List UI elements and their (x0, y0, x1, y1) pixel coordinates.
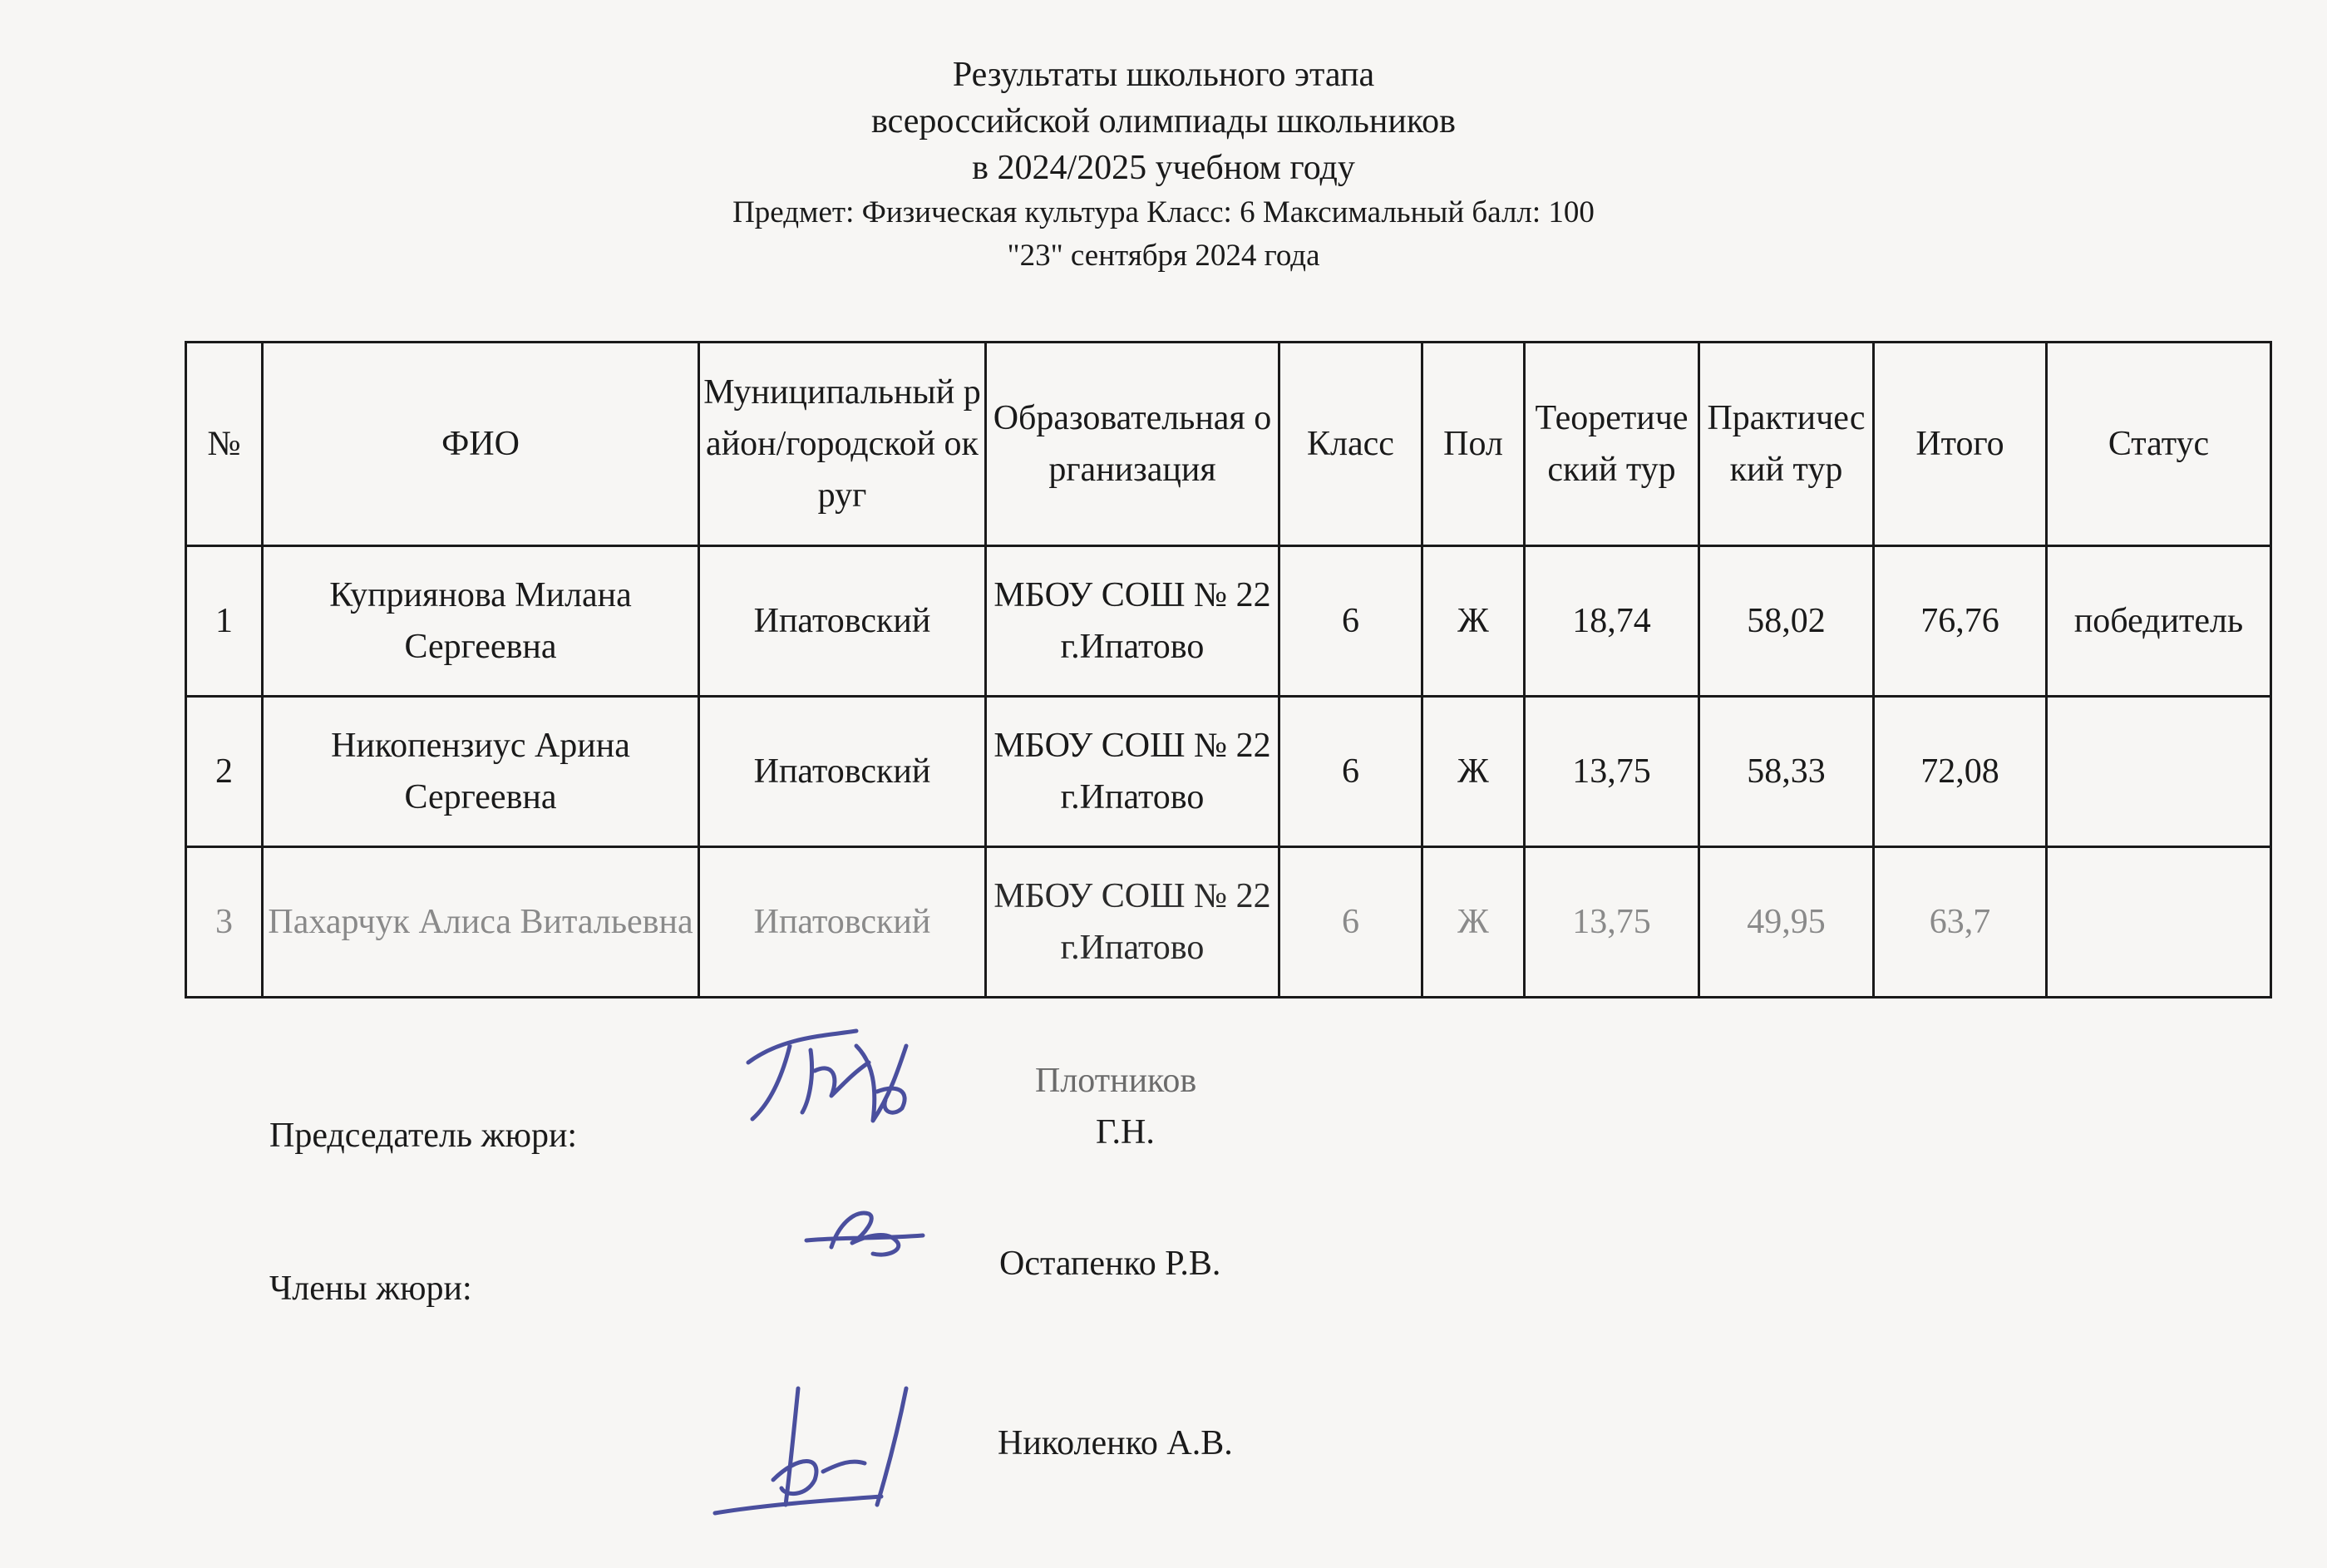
cell-fio: Пахарчук Алиса Витальевна (263, 847, 699, 998)
cell-grade: 6 (1279, 697, 1422, 847)
signature-member2-icon (698, 1372, 948, 1521)
member2-name: Николенко А.В. (998, 1424, 1233, 1462)
col-header-grade: Класс (1279, 343, 1422, 546)
members-label: Члены жюри: (269, 1270, 472, 1308)
cell-total: 72,08 (1874, 697, 2047, 847)
cell-fio: Куприянова Милана Сергеевна (263, 546, 699, 697)
cell-sex: Ж (1422, 546, 1525, 697)
chair-label: Председатель жюри: (269, 1117, 578, 1155)
cell-fio: Никопензиус Арина Сергеевна (263, 697, 699, 847)
cell-org: МБОУ СОШ № 22 г.Ипатово (986, 546, 1279, 697)
col-header-theory: Теоретический тур (1525, 343, 1699, 546)
table-row (186, 847, 2271, 998)
cell-district: Ипатовский (699, 546, 986, 697)
cell-num: 2 (186, 697, 263, 847)
title-line-3: в 2024/2025 учебном году (972, 149, 1355, 187)
chair-name-surname: Плотников (1035, 1062, 1197, 1100)
title-line-1: Результаты школьного этапа (952, 56, 1375, 94)
table-row (186, 546, 2271, 697)
member1-name: Остапенко Р.В. (999, 1245, 1221, 1283)
subject-line: Предмет: Физическая культура Класс: 6 Максимальный балл: 100 (732, 195, 1595, 229)
col-header-org: Образовательная организация (986, 343, 1279, 546)
col-header-fio: ФИО (263, 343, 699, 546)
cell-grade: 6 (1279, 847, 1422, 998)
cell-org: МБОУ СОШ № 22 г.Ипатово (986, 697, 1279, 847)
cell-practice: 58,33 (1699, 697, 1874, 847)
col-header-sex: Пол (1422, 343, 1525, 546)
cell-grade: 6 (1279, 546, 1422, 697)
title-line-2: всероссийской олимпиады школьников (871, 102, 1456, 141)
cell-num: 1 (186, 546, 263, 697)
date-line: "23" сентября 2024 года (1007, 239, 1320, 273)
cell-theory: 18,74 (1525, 546, 1699, 697)
cell-org: МБОУ СОШ № 22 г.Ипатово (986, 847, 1279, 998)
cell-theory: 13,75 (1525, 697, 1699, 847)
cell-district: Ипатовский (699, 697, 986, 847)
col-header-total: Итого (1874, 343, 2047, 546)
cell-theory: 13,75 (1525, 847, 1699, 998)
table-row (186, 697, 2271, 847)
table-header-row (186, 343, 2271, 546)
cell-num: 3 (186, 847, 263, 998)
col-header-num: № (186, 343, 263, 546)
cell-status (2047, 847, 2271, 998)
signature-member1-icon (798, 1197, 931, 1272)
col-header-practice: Практический тур (1699, 343, 1874, 546)
cell-sex: Ж (1422, 697, 1525, 847)
signature-chair-icon (732, 1013, 931, 1137)
col-header-district: Муниципальный район/городской округ (699, 343, 986, 546)
chair-name-initials: Г.Н. (1096, 1113, 1155, 1151)
cell-status: победитель (2047, 546, 2271, 697)
document-header (0, 52, 2327, 278)
cell-practice: 49,95 (1699, 847, 1874, 998)
col-header-status: Статус (2047, 343, 2271, 546)
cell-total: 76,76 (1874, 546, 2047, 697)
results-table (185, 341, 2272, 998)
cell-status (2047, 697, 2271, 847)
cell-district: Ипатовский (699, 847, 986, 998)
cell-sex: Ж (1422, 847, 1525, 998)
cell-total: 63,7 (1874, 847, 2047, 998)
cell-practice: 58,02 (1699, 546, 1874, 697)
